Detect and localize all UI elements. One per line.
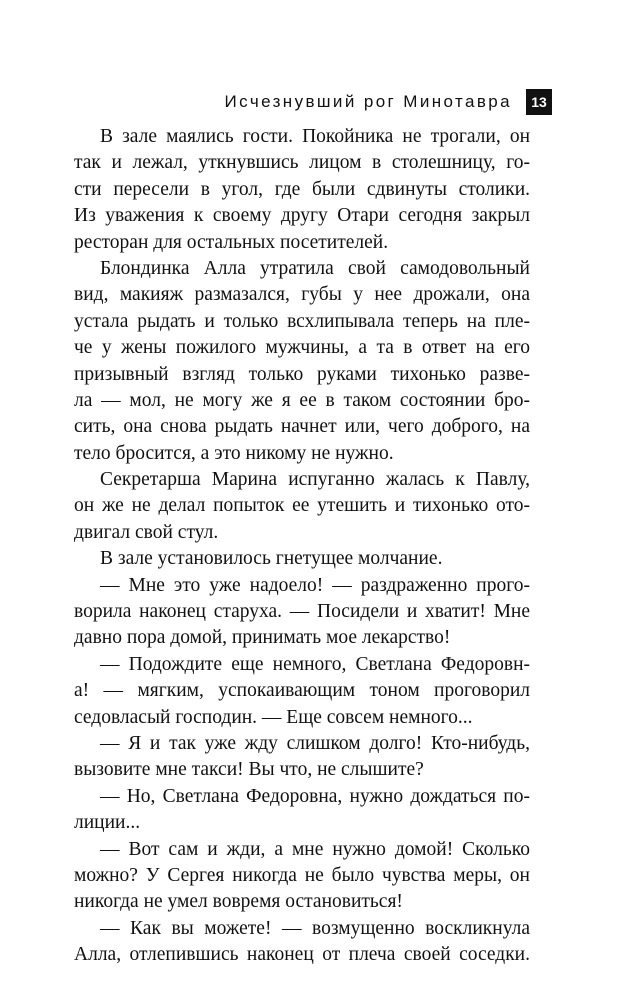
text-line: — Подождите еще немного, Светлана Федоровн- [100, 653, 530, 675]
text-line: двигал свой стул. [74, 521, 219, 543]
text-line: он же не делал попыток ее утешить и тихонько ото- [74, 495, 530, 517]
text-line: — Мне это уже надоело! — раздраженно прого- [100, 574, 530, 596]
text-line: вид, макияж размазался, губы у нее дрожали, она [74, 284, 530, 306]
text-line: ресторан для остальных посетителей. [74, 231, 389, 253]
page-number-badge: 13 [526, 89, 552, 115]
text-line: а! — мягким, успокаивающим тоном проговорил [74, 680, 530, 702]
text-line: сить, она снова рыдать начнет или, чего доброго, на [74, 416, 530, 438]
text-line: сти пересели в угол, где были сдвинуты столики. [74, 178, 530, 200]
running-head-title: Исчезнувший рог Минотавра [224, 92, 512, 111]
text-line: че у жены пожилого мужчины, а та в ответ на его [74, 337, 530, 359]
text-line: Из уважения к своему другу Отари сегодня закрыл [74, 205, 530, 227]
text-line: можно? У Сергея никогда не было чувства меры, он [74, 864, 530, 886]
text-line: ворила наконец старуха. — Посидели и хватит! Мне [74, 601, 530, 623]
text-line: тело бросится, а это никому не нужно. [74, 442, 394, 464]
text-line: — Вот сам и жди, а мне нужно домой! Сколько [100, 838, 530, 860]
text-line: седовласый господин. — Еще совсем немного... [74, 706, 473, 728]
text-line: так и лежал, уткнувшись лицом в столешницу, го- [74, 152, 530, 174]
text-line: В зале установилось гнетущее молчание. [100, 548, 443, 570]
text-line: Алла, отлепившись наконец от плеча своей соседки. [74, 944, 530, 966]
text-line: лиции... [74, 812, 141, 834]
text-line: Блондинка Алла утратила свой самодовольный [100, 257, 530, 279]
text-line: В зале маялись гости. Покойника не трогали, он [100, 126, 530, 147]
text-line: — Но, Светлана Федоровна, нужно дождаться по- [100, 785, 530, 807]
text-line: — Как вы можете! — возмущенно воскликнула [100, 917, 530, 939]
body-text [74, 124, 530, 969]
text-line: ла — мол, не могу же я ее в таком состоянии бро- [74, 389, 530, 411]
running-head [225, 88, 552, 116]
text-line: вызовите мне такси! Вы что, не слышите? [74, 759, 424, 781]
text-line: давно пора домой, принимать мое лекарство! [74, 627, 451, 649]
text-line: призывный взгляд только руками тихонько разве- [74, 363, 530, 385]
text-line: — Я и так уже жду слишком долго! Кто-нибудь, [100, 732, 530, 754]
text-line: никогда не умел вовремя остановиться! [74, 891, 403, 913]
text-line: Секретарша Марина испуганно жалась к Павлу, [100, 469, 530, 491]
text-line: устала рыдать и только всхлипывала теперь на пле- [74, 310, 530, 332]
